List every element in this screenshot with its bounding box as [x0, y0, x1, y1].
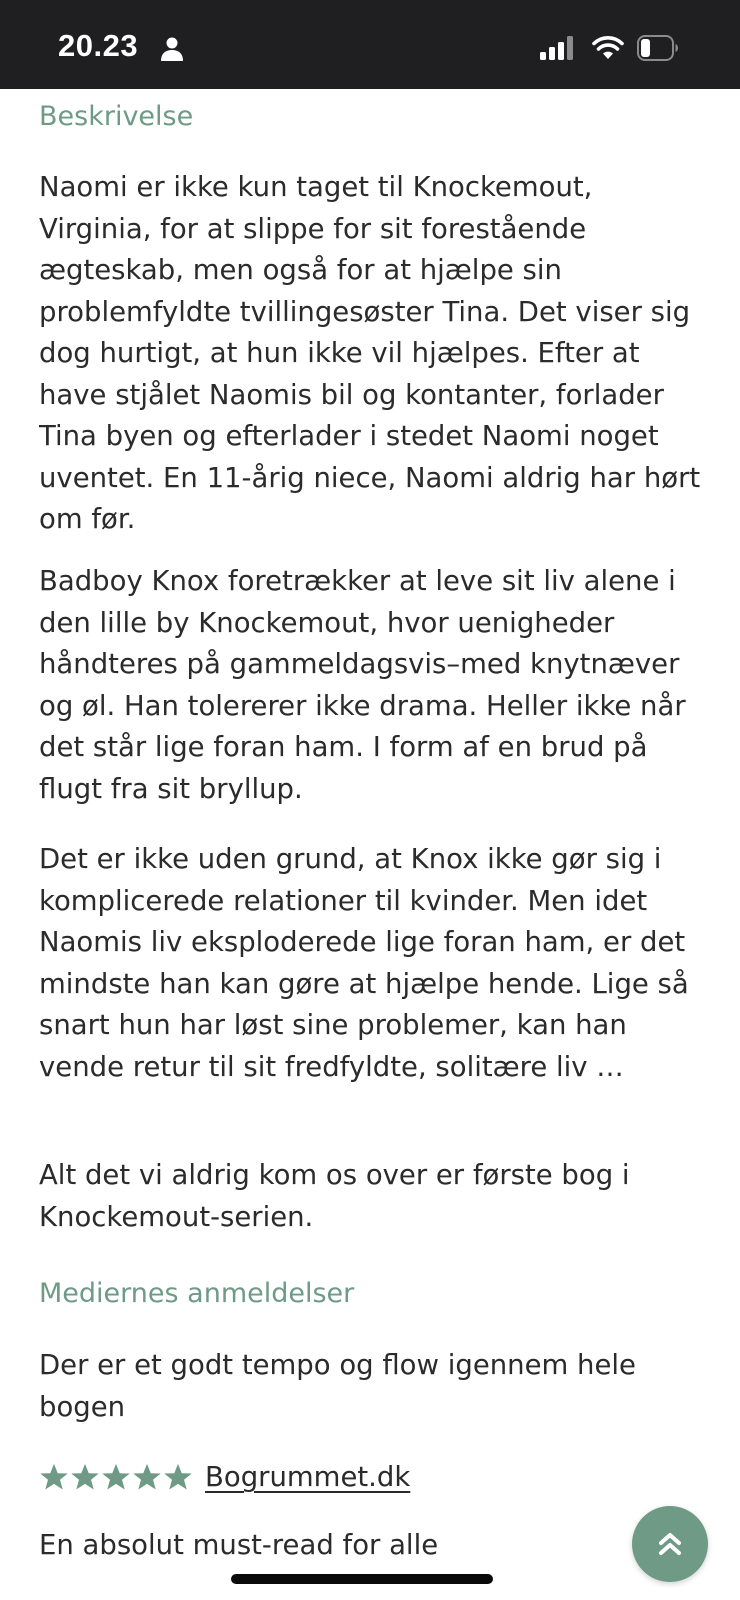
home-indicator[interactable]: [231, 1574, 493, 1584]
star-icon: [70, 1462, 100, 1492]
scroll-to-top-button[interactable]: [632, 1506, 708, 1582]
star-icon: [101, 1462, 131, 1492]
description-paragraph: Det er ikke uden grund, at Knox ikke gør sig i komplicerede relationer til kvinder. Men idet Naomis liv eksploderede lige foran ham, er det mindste han kan gøre at hjælpe hende. Lige så snart hun har løst sine problemer, kan han vende retur til sit fredfyldte, solitære liv …: [39, 843, 689, 1083]
battery-icon: [637, 35, 679, 61]
review-quote: Der er et godt tempo og flow igennem hele bogen: [39, 1349, 636, 1423]
description-paragraph: Naomi er ikke kun taget til Knockemout, Virginia, for at slippe for sit forestående ægteskab, men også for at hjælpe sin problemfyldte tvillingesøster Tina. Det viser sig dog hurtigt, at hun ikke vil hjælpes. Efter at have stjålet Naomis bil og kontanter, forlader Tina byen og efterlader i stedet Naomi noget uventet. En 11-årig niece, Naomi aldrig har hørt om før.: [39, 171, 701, 535]
star-icon: [132, 1462, 162, 1492]
person-icon: [160, 36, 184, 62]
review-source-link[interactable]: Bogrummet.dk: [205, 1461, 411, 1493]
double-chevron-up-icon: [655, 1529, 685, 1559]
wifi-icon: [592, 34, 624, 60]
cellular-signal-icon: [540, 36, 574, 60]
star-icon: [163, 1462, 193, 1492]
status-time: 20.23: [58, 28, 139, 63]
reviews-heading: Mediernes anmeldelser: [39, 1278, 355, 1309]
status-bar: [0, 0, 740, 89]
description-paragraph: Alt det vi aldrig kom os over er første bog i Knockemout-serien.: [39, 1159, 630, 1233]
review-rating-row: [39, 1457, 410, 1497]
description-paragraph: Badboy Knox foretrækker at leve sit liv alene i den lille by Knockemout, hvor uenigheder håndteres på gammeldagsvis–med knytnæver og øl. Han tolererer ikke drama. Heller ikke når det står lige foran ham. I form af en brud på flugt fra sit bryllup.: [39, 565, 686, 805]
star-icon: [39, 1462, 69, 1492]
description-heading: Beskrivelse: [39, 101, 194, 132]
review-quote-partial: En absolut must-read for alle: [39, 1529, 439, 1561]
star-rating: [39, 1462, 193, 1492]
